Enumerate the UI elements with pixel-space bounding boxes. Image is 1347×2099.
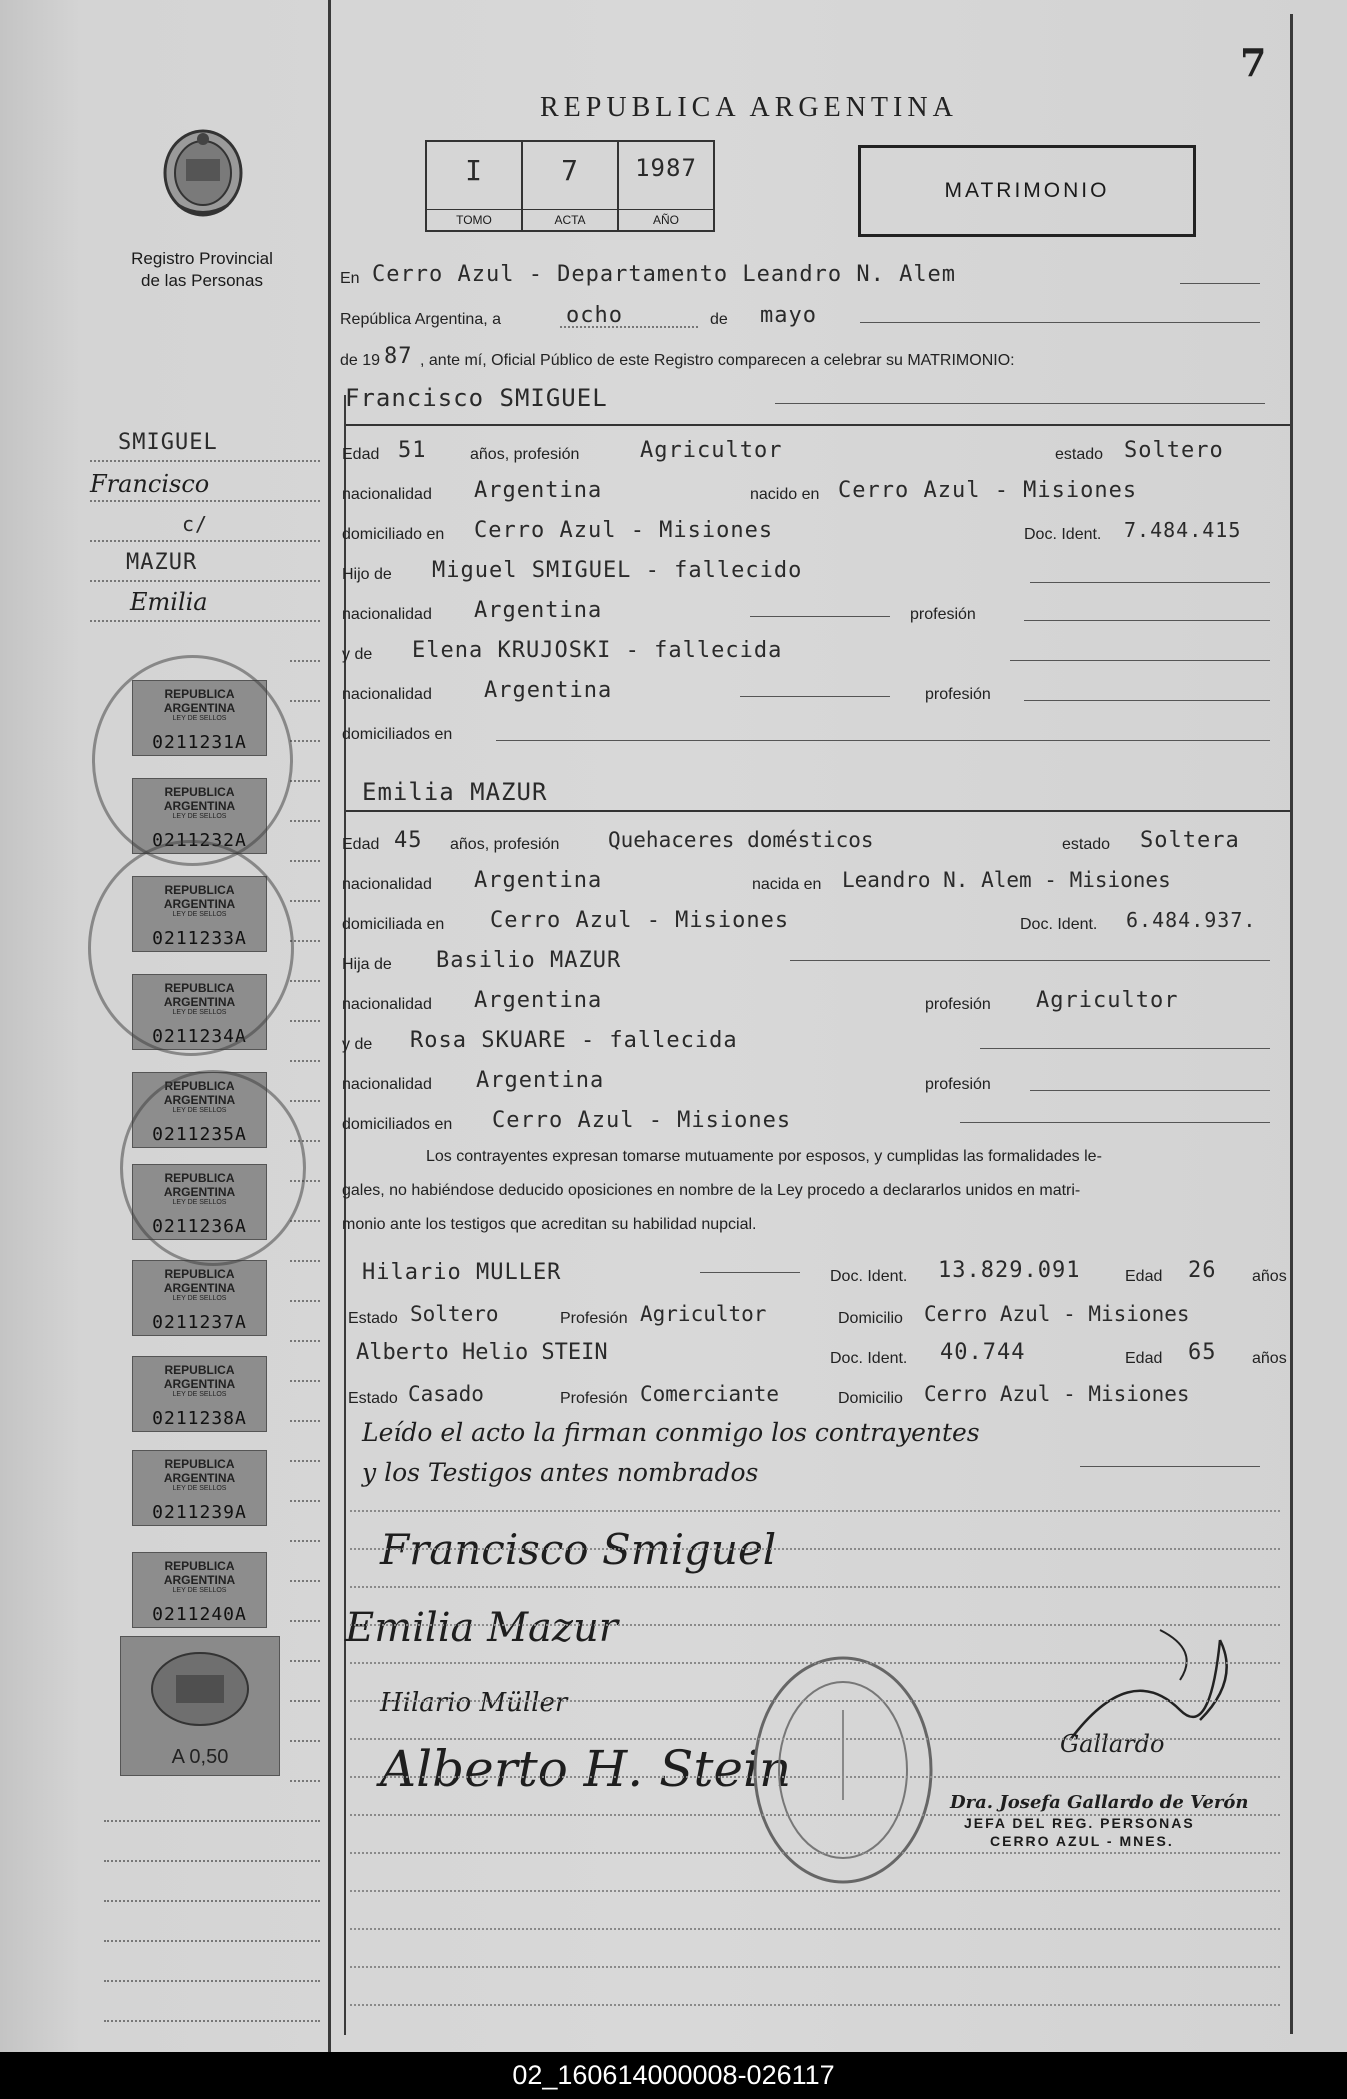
groom-mother-nac-label: nacionalidad <box>342 686 432 703</box>
fill-line <box>496 740 1270 741</box>
bride-mother-prof-label: profesión <box>925 1076 991 1093</box>
bride-father-nac-label: nacionalidad <box>342 996 432 1013</box>
tax-stamp-number: 0211239A <box>152 1502 247 1523</box>
fill-line <box>750 616 890 617</box>
margin-dotted-line <box>290 900 320 902</box>
tax-stamp-title: REPUBLICA ARGENTINA <box>163 687 236 715</box>
tax-stamp-subtitle: LEY DE SELLOS <box>172 911 227 918</box>
groom-edad: 51 <box>398 438 427 463</box>
margin-dotted-line <box>290 1100 320 1102</box>
groom-profesion: Agricultor <box>640 438 783 463</box>
tax-stamp-subtitle: LEY DE SELLOS <box>172 1199 227 1206</box>
signature-line <box>350 1662 1280 1664</box>
margin-dotted-line <box>290 1020 320 1022</box>
groom-nac-label: nacionalidad <box>342 486 432 503</box>
stamp-value: A 0,50 <box>171 1746 229 1768</box>
declaration-line-1: Los contrayentes expresan tomarse mutuamente por esposos, y cumplidas las formalidades le- <box>426 1148 1102 1165</box>
tax-stamp-title: REPUBLICA ARGENTINA <box>163 1171 236 1199</box>
margin-dotted-line <box>290 820 320 822</box>
stamp-seal-ring <box>120 1070 306 1266</box>
groom-nacido-label: nacido en <box>750 486 820 503</box>
file-name-bar: 02_160614000008-026117 <box>0 2052 1347 2099</box>
tax-stamp-title: REPUBLICA ARGENTINA <box>163 1079 236 1107</box>
groom-domicilio: Cerro Azul - Misiones <box>474 518 774 543</box>
margin-dotted-line <box>104 2020 320 2022</box>
groom-father-nac-label: nacionalidad <box>342 606 432 623</box>
margin-dotted-line <box>290 860 320 862</box>
section-divider <box>346 424 1290 426</box>
doc-type-box <box>858 145 1196 237</box>
bride-domicilio: Cerro Azul - Misiones <box>490 908 790 933</box>
tax-stamp-number: 0211240A <box>152 1604 247 1625</box>
tax-stamp-title: REPUBLICA ARGENTINA <box>163 981 236 1009</box>
tax-stamp-title: REPUBLICA ARGENTINA <box>163 785 236 813</box>
signature-line <box>350 2004 1280 2006</box>
groom-father: Miguel SMIGUEL - fallecido <box>432 558 803 583</box>
stamp-seal-ring <box>92 655 293 866</box>
acta-label: ACTA <box>523 209 617 230</box>
anio-label: AÑO <box>619 209 713 230</box>
fill-line <box>560 326 698 328</box>
bride-mother: Rosa SKUARE - fallecida <box>410 1028 738 1053</box>
margin-dotted-line <box>290 700 320 702</box>
margin-dotted-line <box>290 1260 320 1262</box>
witness-1-domicilio-label: Domicilio <box>838 1310 903 1327</box>
tax-stamp-number: 0211237A <box>152 1312 247 1333</box>
bride-doc: 6.484.937. <box>1126 908 1257 932</box>
fill-line <box>1010 660 1270 661</box>
registro-line-2: de las Personas <box>141 271 263 290</box>
tax-stamp-subtitle: LEY DE SELLOS <box>172 715 227 722</box>
witness-2-profesion-label: Profesión <box>560 1390 628 1407</box>
official-seal <box>748 1650 938 1890</box>
doc-type-label: MATRIMONIO <box>944 179 1110 202</box>
tax-stamp <box>132 1356 267 1432</box>
tax-stamp-title: REPUBLICA ARGENTINA <box>163 883 236 911</box>
signature-line <box>350 1738 1280 1740</box>
groom-father-prof-label: profesión <box>910 606 976 623</box>
margin-dotted-line <box>290 780 320 782</box>
bride-father-prof-label: profesión <box>925 996 991 1013</box>
margin-dotted-line <box>290 1060 320 1062</box>
witness-1-doc: 13.829.091 <box>938 1258 1081 1283</box>
section-divider <box>346 810 1290 812</box>
witness-2-estado-label: Estado <box>348 1390 398 1407</box>
margin-dotted-line <box>104 1860 320 1862</box>
fill-line <box>740 696 890 697</box>
signature-line <box>350 1548 1280 1550</box>
fill-line <box>1080 1466 1260 1467</box>
official-stamp-line-1: Dra. Josefa Gallardo de Verón <box>950 1792 1249 1813</box>
anio-cell <box>619 142 713 230</box>
margin-dotted-line <box>290 940 320 942</box>
country-header: REPUBLICA ARGENTINA <box>540 92 958 123</box>
tax-stamp-number: 0211235A <box>152 1124 247 1145</box>
margin-dotted-line <box>104 1900 320 1902</box>
margin-dotted-line <box>90 540 320 542</box>
margin-name-bride: Emilia <box>130 588 208 616</box>
bride-mother-nac: Argentina <box>476 1068 605 1093</box>
margin-dotted-line <box>290 1700 320 1702</box>
bride-signature: Emilia Mazur <box>345 1605 618 1651</box>
appearance-statement: , ante mí, Oficial Público de este Registro comparecen a celebrar su MATRIMONIO: <box>420 352 1015 369</box>
groom-mother: Elena KRUJOSKI - fallecida <box>412 638 783 663</box>
declaration-line-3: monio ante los testigos que acreditan su habilidad nupcial. <box>342 1216 757 1233</box>
ceremony-month: mayo <box>760 303 817 328</box>
official-stamp-line-2: JEFA DEL REG. PERSONAS <box>964 1815 1195 1831</box>
margin-dotted-line <box>290 740 320 742</box>
tax-stamp-number: 0211233A <box>152 928 247 949</box>
margin-dotted-line <box>290 1420 320 1422</box>
margin-dotted-line <box>290 1340 320 1342</box>
peso-emblem-icon <box>121 1637 279 1737</box>
signature-line <box>350 1966 1280 1968</box>
signature-line <box>350 1890 1280 1892</box>
groom-doc: 7.484.415 <box>1124 518 1242 542</box>
witness-2-profesion: Comerciante <box>640 1382 780 1406</box>
page-number: 7 <box>1240 40 1267 85</box>
de-label: de <box>710 311 728 328</box>
witness-2-edad: 65 <box>1188 1340 1217 1365</box>
witness-1-profesion: Agricultor <box>640 1302 767 1326</box>
fill-line <box>980 1048 1270 1049</box>
margin-dotted-line <box>290 1380 320 1382</box>
groom-father-label: Hijo de <box>342 566 392 583</box>
declaration-line-2: gales, no habiéndose deducido oposiciones en nombre de la Ley procedo a declararlos unidos en matri- <box>342 1182 1081 1199</box>
tax-stamp-subtitle: LEY DE SELLOS <box>172 1107 227 1114</box>
ceremony-place: Cerro Azul - Departamento Leandro N. Alem <box>372 262 957 287</box>
margin-dotted-line <box>90 460 320 462</box>
fill-line <box>960 1122 1270 1123</box>
margin-dotted-line <box>290 1540 320 1542</box>
provincial-emblem <box>158 125 248 225</box>
tax-stamp <box>132 1260 267 1336</box>
bride-nac-label: nacionalidad <box>342 876 432 893</box>
bride-parents-dom-label: domiciliados en <box>342 1116 453 1133</box>
margin-dotted-line <box>104 1940 320 1942</box>
tax-stamp-title: REPUBLICA ARGENTINA <box>163 1267 236 1295</box>
ceremony-year-suffix: 87 <box>384 344 413 369</box>
inner-margin-line <box>344 395 346 2035</box>
closing-line-1: Leído el acto la firman conmigo los contrayentes <box>362 1418 980 1447</box>
acta-cell <box>523 142 619 230</box>
groom-estado: Soltero <box>1124 438 1224 463</box>
republica-label: República Argentina, a <box>340 311 501 328</box>
signature-line <box>350 1586 1280 1588</box>
fill-line <box>860 322 1260 323</box>
witness-1-edad: 26 <box>1188 1258 1217 1283</box>
bride-edad: 45 <box>394 828 423 853</box>
official-stamp-line-3: CERRO AZUL - MNES. <box>990 1833 1174 1849</box>
bride-full-name: Emilia MAZUR <box>362 778 548 806</box>
stamp-seal-ring <box>88 840 294 1056</box>
margin-dotted-line <box>290 1500 320 1502</box>
bride-estado: Soltera <box>1140 828 1240 853</box>
margin-dotted-line <box>290 1620 320 1622</box>
fill-line <box>700 1272 800 1273</box>
official-stamp <box>950 1792 1250 1849</box>
groom-parents-dom-label: domiciliados en <box>342 726 453 743</box>
tax-stamp-subtitle: LEY DE SELLOS <box>172 1295 227 1302</box>
groom-profesion-label: años, profesión <box>470 446 580 463</box>
signature-line <box>350 1928 1280 1930</box>
bride-estado-label: estado <box>1062 836 1111 853</box>
margin-conjunction: c/ <box>182 512 209 536</box>
bride-father-label: Hija de <box>342 956 392 973</box>
closing-line-2: y los Testigos antes nombrados <box>362 1458 759 1487</box>
signature-line <box>350 1700 1280 1702</box>
tax-stamp <box>132 1450 267 1526</box>
margin-dotted-line <box>90 620 320 622</box>
right-margin-line <box>1290 14 1293 2034</box>
bride-mother-label: y de <box>342 1036 373 1053</box>
witness-2-estado: Casado <box>408 1382 484 1406</box>
margin-dotted-line <box>290 1740 320 1742</box>
tax-stamp-subtitle: LEY DE SELLOS <box>172 813 227 820</box>
fill-line <box>1180 283 1260 284</box>
anio-value: 1987 <box>635 154 697 182</box>
tomo-cell <box>427 142 523 230</box>
witness-1-profesion-label: Profesión <box>560 1310 628 1327</box>
tax-stamp-title: REPUBLICA ARGENTINA <box>163 1559 236 1587</box>
registro-line-1: Registro Provincial <box>131 249 273 268</box>
tomo-value: I <box>465 154 483 187</box>
registro-label <box>92 248 312 292</box>
tax-stamp-subtitle: LEY DE SELLOS <box>172 1009 227 1016</box>
groom-dom-label: domiciliado en <box>342 526 445 543</box>
witness-1-estado: Soltero <box>410 1302 499 1326</box>
groom-edad-label: Edad <box>342 446 380 463</box>
groom-nacido: Cerro Azul - Misiones <box>838 478 1138 503</box>
margin-dotted-line <box>104 1980 320 1982</box>
bride-profesion-label: años, profesión <box>450 836 560 853</box>
witness-2-doc-label: Doc. Ident. <box>830 1350 908 1367</box>
tax-stamp <box>132 1552 267 1628</box>
witness-2-edad-label: Edad <box>1125 1350 1163 1367</box>
bride-father-nac: Argentina <box>474 988 603 1013</box>
left-margin-line <box>328 0 331 2052</box>
signature-line <box>350 1814 1280 1816</box>
bride-mother-nac-label: nacionalidad <box>342 1076 432 1093</box>
groom-mother-prof-label: profesión <box>925 686 991 703</box>
witness-1-domicilio: Cerro Azul - Misiones <box>924 1302 1190 1326</box>
tax-stamp-subtitle: LEY DE SELLOS <box>172 1485 227 1492</box>
bride-nacida: Leandro N. Alem - Misiones <box>842 868 1171 892</box>
bride-profesion: Quehaceres domésticos <box>608 828 874 852</box>
signature-line <box>350 1510 1280 1512</box>
tax-stamp-subtitle: LEY DE SELLOS <box>172 1391 227 1398</box>
margin-dotted-line <box>290 660 320 662</box>
groom-signature: Francisco Smiguel <box>380 1525 777 1574</box>
witness-1-estado-label: Estado <box>348 1310 398 1327</box>
groom-doc-label: Doc. Ident. <box>1024 526 1102 543</box>
groom-father-nac: Argentina <box>474 598 603 623</box>
tax-stamp-number: 0211234A <box>152 1026 247 1047</box>
signature-line <box>350 1624 1280 1626</box>
witness-2-domicilio-label: Domicilio <box>838 1390 903 1407</box>
fill-line <box>1024 700 1270 701</box>
acta-value: 7 <box>561 154 579 187</box>
bride-nacionalidad: Argentina <box>474 868 603 893</box>
margin-surname-bride: MAZUR <box>126 550 198 575</box>
witness-2-signature: Alberto H. Stein <box>380 1740 792 1798</box>
witness-1-signature: Hilario Müller <box>380 1688 568 1718</box>
official-signature: Gallardo <box>1060 1730 1165 1758</box>
margin-dotted-line <box>290 1580 320 1582</box>
bride-dom-label: domiciliada en <box>342 916 445 933</box>
bride-parents-dom: Cerro Azul - Misiones <box>492 1108 792 1133</box>
witness-2-doc: 40.744 <box>940 1340 1026 1365</box>
groom-full-name: Francisco SMIGUEL <box>345 384 608 412</box>
tax-stamp-title: REPUBLICA ARGENTINA <box>163 1457 236 1485</box>
groom-mother-label: y de <box>342 646 373 663</box>
margin-dotted-line <box>290 1300 320 1302</box>
record-number-box <box>425 140 715 232</box>
groom-mother-nac: Argentina <box>484 678 613 703</box>
witness-1-anos-label: años <box>1252 1268 1287 1285</box>
margin-dotted-line <box>104 1820 320 1822</box>
margin-dotted-line <box>290 980 320 982</box>
groom-nacionalidad: Argentina <box>474 478 603 503</box>
bride-doc-label: Doc. Ident. <box>1020 916 1098 933</box>
year-prefix: de 19 <box>340 352 381 369</box>
bride-father: Basilio MAZUR <box>436 948 622 973</box>
witness-1-name: Hilario MULLER <box>362 1260 562 1285</box>
witness-2-name: Alberto Helio STEIN <box>356 1340 608 1365</box>
tax-stamp-number: 0211236A <box>152 1216 247 1237</box>
fill-line <box>775 403 1265 404</box>
margin-dotted-line <box>290 1220 320 1222</box>
ceremony-day: ocho <box>566 303 623 328</box>
witness-1-doc-label: Doc. Ident. <box>830 1268 908 1285</box>
tax-stamp-subtitle: LEY DE SELLOS <box>172 1587 227 1594</box>
tax-stamp-number: 0211231A <box>152 732 247 753</box>
margin-dotted-line <box>90 580 320 582</box>
groom-estado-label: estado <box>1055 446 1104 463</box>
en-label: En <box>340 270 360 287</box>
witness-2-domicilio: Cerro Azul - Misiones <box>924 1382 1190 1406</box>
bride-edad-label: Edad <box>342 836 380 853</box>
bride-father-prof: Agricultor <box>1036 988 1179 1013</box>
witness-1-edad-label: Edad <box>1125 1268 1163 1285</box>
margin-dotted-line <box>290 1660 320 1662</box>
tomo-label: TOMO <box>427 209 521 230</box>
fill-line <box>1030 1090 1270 1091</box>
stamp-value-block <box>120 1636 280 1776</box>
margin-dotted-line <box>290 1780 320 1782</box>
margin-dotted-line <box>290 1460 320 1462</box>
fill-line <box>1024 620 1270 621</box>
fill-line <box>1030 582 1270 583</box>
margin-name-groom: Francisco <box>90 470 210 498</box>
tax-stamp-number: 0211232A <box>152 830 247 851</box>
signature-line <box>350 1776 1280 1778</box>
witness-2-anos-label: años <box>1252 1350 1287 1367</box>
fill-line <box>790 960 1270 961</box>
tax-stamp-number: 0211238A <box>152 1408 247 1429</box>
signature-line <box>350 1852 1280 1854</box>
margin-dotted-line <box>90 500 320 502</box>
bride-nacida-label: nacida en <box>752 876 822 893</box>
tax-stamp-title: REPUBLICA ARGENTINA <box>163 1363 236 1391</box>
margin-surname-groom: SMIGUEL <box>118 430 218 455</box>
